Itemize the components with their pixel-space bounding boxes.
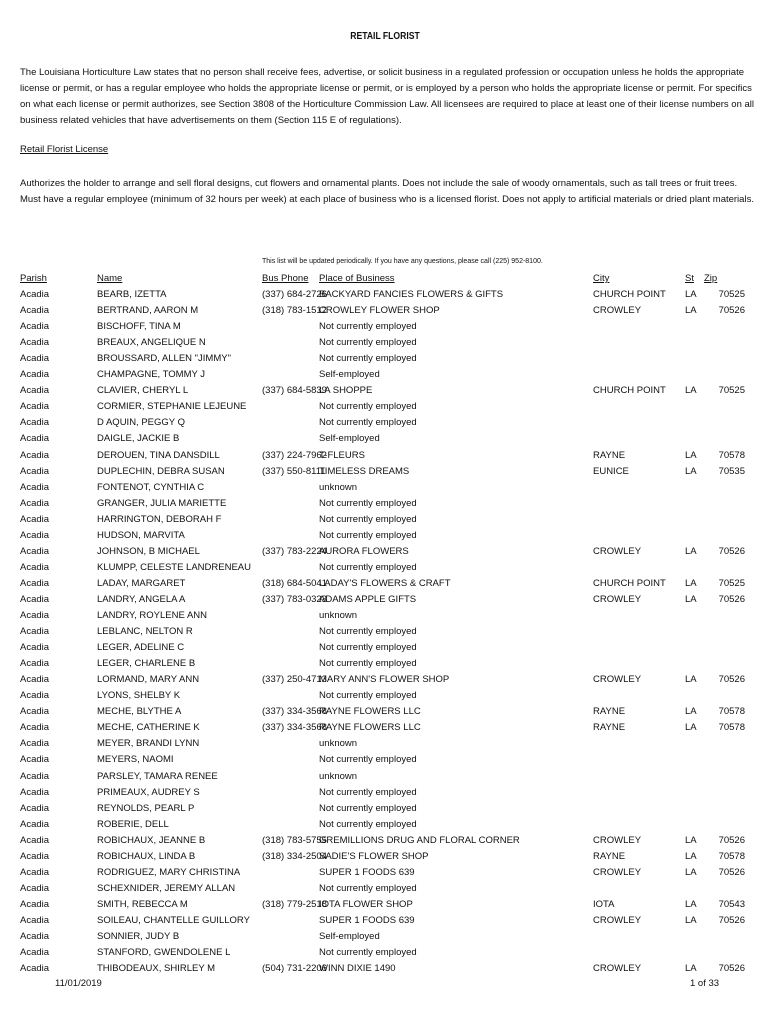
zip-cell: 70526 [718,674,745,686]
name-cell: LYONS, SHELBY K [97,690,181,702]
license-heading: Retail Florist License [20,144,109,155]
state-cell: LA [685,385,697,397]
place-cell: Not currently employed [319,417,417,429]
phone-cell: (318) 783-5755 [262,834,327,846]
table-row [0,303,770,319]
place-cell: LADAY'S FLOWERS & CRAFT [319,577,451,589]
name-cell: LANDRY, ANGELA A [97,593,186,605]
place-cell: Not currently employed [319,658,417,670]
place-cell: AURORA FLOWERS [319,545,409,557]
table-row [0,592,770,608]
place-cell: MARY ANN'S FLOWER SHOP [319,674,450,686]
name-cell: PARSLEY, TAMARA RENEE [97,770,218,782]
zip-cell: 70525 [718,289,745,300]
page-number: 1 of 33 [690,978,720,989]
table-row [0,897,770,913]
name-cell: CHAMPAGNE, TOMMY J [97,369,206,381]
phone-cell: (337) 224-7962 [262,449,327,461]
place-cell: IOTA FLOWER SHOP [319,898,413,910]
name-cell: MEYERS, NAOMI [97,754,174,766]
city-cell: EUNICE [593,465,629,477]
phone-cell: (504) 731-2206 [262,963,327,975]
state-cell: LA [685,305,697,317]
header-city: City [593,273,610,284]
city-cell: CHURCH POINT [593,577,666,589]
name-cell: CORMIER, STEPHANIE LEJEUNE [97,401,247,413]
parish-cell: Acadia [20,337,50,349]
place-cell: Not currently employed [319,337,417,349]
parish-cell: Acadia [20,866,50,878]
phone-cell: (318) 783-1512 [262,305,327,317]
parish-cell: Acadia [20,401,50,413]
state-cell: LA [685,963,697,975]
parish-cell: Acadia [20,738,50,750]
table-row [0,496,770,512]
place-cell: unknown [319,738,358,750]
parish-cell: Acadia [20,914,50,926]
phone-cell: (337) 783-0323 [262,593,327,605]
state-cell: LA [685,850,697,862]
table-row [0,704,770,720]
phone-cell: (337) 250-4713 [262,674,327,686]
city-cell: CROWLEY [593,593,642,605]
city-cell: RAYNE [593,449,626,461]
header-zip: Zip [704,273,718,284]
parish-cell: Acadia [20,626,50,638]
place-cell: Not currently employed [319,626,417,638]
phone-cell: (337) 684-5839 [262,385,327,397]
city-cell: CROWLEY [593,834,642,846]
place-cell: Self-employed [319,369,380,381]
table-row [0,512,770,528]
name-cell: SOILEAU, CHANTELLE GUILLORY [97,914,250,926]
table-row [0,544,770,560]
table-row [0,929,770,945]
parish-cell: Acadia [20,385,50,397]
parish-cell: Acadia [20,529,50,541]
table-row [0,624,770,640]
place-cell: Self-employed [319,433,380,445]
phone-cell: (337) 550-8111 [262,465,326,477]
place-cell: Self-employed [319,931,380,942]
state-cell: LA [685,593,697,605]
place-cell: WINN DIXIE 1490 [319,963,396,975]
parish-cell: Acadia [20,321,50,333]
place-cell: Not currently employed [319,818,417,830]
header-place: Place of Business [319,273,395,284]
place-cell: Not currently employed [319,882,417,894]
name-cell: DAIGLE, JACKIE B [97,433,180,445]
table-row [0,335,770,351]
phone-cell: (337) 783-2224 [262,545,327,557]
zip-cell: 70526 [718,305,745,317]
parish-cell: Acadia [20,786,50,798]
place-cell: RAYNE FLOWERS LLC [319,706,421,718]
table-row [0,656,770,672]
name-cell: RODRIGUEZ, MARY CHRISTINA [97,866,241,878]
name-cell: LADAY, MARGARET [97,577,186,589]
parish-cell: Acadia [20,850,50,862]
parish-cell: Acadia [20,561,50,573]
parish-cell: Acadia [20,449,50,461]
document-title: RETAIL FLORIST [350,31,420,42]
zip-cell: 70578 [718,722,745,734]
zip-cell: 70525 [718,577,745,589]
table-row [0,528,770,544]
parish-cell: Acadia [20,754,50,766]
city-cell: CHURCH POINT [593,289,666,300]
place-cell: BACKYARD FANCIES FLOWERS & GIFTS [319,289,504,300]
parish-cell: Acadia [20,289,50,300]
city-cell: CROWLEY [593,545,642,557]
state-cell: LA [685,866,697,878]
table-row [0,608,770,624]
state-cell: LA [685,449,697,461]
phone-cell: (337) 684-2726 [262,289,327,300]
table-row [0,849,770,865]
table-row [0,319,770,335]
place-cell: CROWLEY FLOWER SHOP [319,305,440,317]
parish-cell: Acadia [20,497,50,509]
zip-cell: 70543 [718,898,745,910]
name-cell: BEARB, IZETTA [97,289,167,300]
name-cell: ROBICHAUX, JEANNE B [97,834,206,846]
parish-cell: Acadia [20,305,50,317]
parish-cell: Acadia [20,658,50,670]
parish-cell: Acadia [20,610,50,621]
name-cell: BROUSSARD, ALLEN "JIMMY" [97,353,231,365]
zip-cell: 70535 [718,465,745,477]
table-row [0,415,770,431]
place-cell: Not currently employed [319,497,417,509]
city-cell: IOTA [593,898,615,910]
name-cell: MECHE, BLYTHE A [97,706,182,718]
parish-cell: Acadia [20,353,50,365]
state-cell: LA [685,289,697,300]
zip-cell: 70526 [718,545,745,557]
city-cell: CROWLEY [593,914,642,926]
parish-cell: Acadia [20,513,50,525]
name-cell: FONTENOT, CYNTHIA C [97,481,205,493]
state-cell: LA [685,722,697,734]
name-cell: HUDSON, MARVITA [97,529,185,541]
place-cell: TIMELESS DREAMS [319,465,410,477]
zip-cell: 70578 [718,706,745,718]
parish-cell: Acadia [20,834,50,846]
name-cell: ROBICHAUX, LINDA B [97,850,196,862]
city-cell: CROWLEY [593,305,642,317]
place-cell: Not currently employed [319,561,417,573]
name-cell: LEBLANC, NELTON R [97,626,193,638]
place-cell: Not currently employed [319,802,417,814]
parish-cell: Acadia [20,931,50,942]
license-description: Authorizes the holder to arrange and sell floral designs, cut flowers and ornamental plants. Does not include the sale of woody ornamentals, such as tall trees or fruit trees. Must have a regular employee (minimum of 32 hours per week) at each place of business who is a licensed florist. Does not apply to artificial materials or dried plant materials. [20,178,754,205]
table-row [0,287,770,303]
zip-cell: 70526 [718,866,745,878]
name-cell: LEGER, ADELINE C [97,642,185,654]
place-cell: LA SHOPPE [319,385,373,397]
place-cell: Not currently employed [319,401,417,413]
parish-cell: Acadia [20,802,50,814]
phone-cell: (337) 334-3568 [262,706,327,718]
name-cell: GRANGER, JULIA MARIETTE [97,497,227,509]
zip-cell: 70526 [718,593,745,605]
parish-cell: Acadia [20,433,50,445]
table-row [0,367,770,383]
intro-paragraph: The Louisiana Horticulture Law states that no person shall receive fees, advertise, or solicit business in a regulated profession or occupation unless he holds the appropriate license or permit, or has a regular employee who holds the appropriate license or permit, or is employed by a person who holds the appropriate license or permit. For specifics on what each license or permit authorizes, see Section 3808 of the Horticulture Commission Law. All licensees are required to place at least one of their license numbers on all business related vehicles that have advertisements on them (Section 115 E of regulations). [20,67,755,126]
name-cell: KLUMPP, CELESTE LANDRENEAU [97,561,251,573]
city-cell: CROWLEY [593,963,642,975]
place-cell: unknown [319,610,358,621]
table-row [0,945,770,961]
table-row [0,865,770,881]
city-cell: CHURCH POINT [593,385,666,397]
table-row [0,448,770,464]
place-cell: Not currently employed [319,529,417,541]
header-phone: Bus Phone [262,273,309,284]
parish-cell: Acadia [20,963,50,975]
table-row [0,817,770,833]
parish-cell: Acadia [20,577,50,589]
name-cell: MEYER, BRANDI LYNN [97,738,200,750]
name-cell: SONNIER, JUDY B [97,931,180,942]
place-cell: T-FLEURS [319,449,365,461]
name-cell: LEGER, CHARLENE B [97,658,196,670]
place-cell: RAYNE FLOWERS LLC [319,722,421,734]
place-cell: unknown [319,481,358,493]
table-row [0,576,770,592]
parish-cell: Acadia [20,898,50,910]
table-row [0,769,770,785]
parish-cell: Acadia [20,770,50,782]
name-cell: ROBERIE, DELL [97,818,169,830]
name-cell: LANDRY, ROYLENE ANN [97,610,207,621]
state-cell: LA [685,545,697,557]
place-cell: SUPER 1 FOODS 639 [319,914,415,926]
parish-cell: Acadia [20,722,50,734]
table-row [0,672,770,688]
place-cell: Not currently employed [319,786,417,798]
name-cell: MECHE, CATHERINE K [97,722,200,734]
city-cell: RAYNE [593,850,626,862]
state-cell: LA [685,834,697,846]
phone-cell: (318) 779-2518 [262,898,327,910]
city-cell: RAYNE [593,706,626,718]
place-cell: SADIE'S FLOWER SHOP [319,850,429,862]
parish-cell: Acadia [20,882,50,894]
parish-cell: Acadia [20,690,50,702]
name-cell: THIBODEAUX, SHIRLEY M [97,963,216,975]
name-cell: BISCHOFF, TINA M [97,321,181,333]
zip-cell: 70578 [718,850,745,862]
state-cell: LA [685,706,697,718]
place-cell: Not currently employed [319,690,417,702]
place-cell: Not currently employed [319,947,417,959]
table-row [0,785,770,801]
table-row [0,720,770,736]
table-header [0,271,770,287]
zip-cell: 70526 [718,963,745,975]
state-cell: LA [685,674,697,686]
place-cell: unknown [319,770,358,782]
name-cell: HARRINGTON, DEBORAH F [97,513,222,525]
name-cell: PRIMEAUX, AUDREY S [97,786,200,798]
table-row [0,961,770,977]
name-cell: JOHNSON, B MICHAEL [97,545,200,557]
header-name: Name [97,273,123,284]
place-cell: Not currently employed [319,754,417,766]
phone-cell: (318) 334-2504 [262,850,327,862]
table-row [0,752,770,768]
zip-cell: 70525 [718,385,745,397]
table-row [0,688,770,704]
table-row [0,480,770,496]
table-row [0,351,770,367]
parish-cell: Acadia [20,545,50,557]
phone-cell: (318) 684-5041 [262,577,327,589]
city-cell: CROWLEY [593,674,642,686]
table-row [0,640,770,656]
name-cell: SMITH, REBECCA M [97,898,188,910]
parish-cell: Acadia [20,465,50,477]
name-cell: REYNOLDS, PEARL P [97,802,195,814]
name-cell: DUPLECHIN, DEBRA SUSAN [97,465,225,477]
name-cell: CLAVIER, CHERYL L [97,385,189,397]
phone-cell: (337) 334-3568 [262,722,327,734]
place-cell: Not currently employed [319,321,417,333]
place-cell: GREMILLIONS DRUG AND FLORAL CORNER [319,834,520,846]
parish-cell: Acadia [20,818,50,830]
zip-cell: 70526 [718,914,745,926]
place-cell: ADAMS APPLE GIFTS [319,593,417,605]
table-row [0,464,770,480]
parish-cell: Acadia [20,706,50,718]
place-cell: Not currently employed [319,642,417,654]
footer-date: 11/01/2019 [55,978,102,989]
table-row [0,383,770,399]
city-cell: CROWLEY [593,866,642,878]
table-row [0,560,770,576]
parish-cell: Acadia [20,481,50,493]
parish-cell: Acadia [20,593,50,605]
place-cell: Not currently employed [319,353,417,365]
parish-cell: Acadia [20,947,50,959]
parish-cell: Acadia [20,369,50,381]
table-row [0,913,770,929]
name-cell: D AQUIN, PEGGY Q [97,417,185,429]
table-row [0,881,770,897]
state-cell: LA [685,465,697,477]
place-cell: SUPER 1 FOODS 639 [319,866,415,878]
table-row [0,399,770,415]
name-cell: BERTRAND, AARON M [97,305,199,317]
state-cell: LA [685,898,697,910]
table-row [0,431,770,447]
zip-cell: 70526 [718,834,745,846]
state-cell: LA [685,914,697,926]
state-cell: LA [685,577,697,589]
name-cell: DEROUEN, TINA DANSDILL [97,449,220,461]
table-row [0,833,770,849]
table-row [0,801,770,817]
place-cell: Not currently employed [319,513,417,525]
table-row [0,736,770,752]
name-cell: LORMAND, MARY ANN [97,674,200,686]
header-parish: Parish [20,273,47,284]
city-cell: RAYNE [593,722,626,734]
header-state: St [685,273,694,284]
update-note: This list will be updated periodically. If you have any questions, please call (225) 952-8100. [262,258,543,265]
parish-cell: Acadia [20,417,50,429]
parish-cell: Acadia [20,642,50,654]
parish-cell: Acadia [20,674,50,686]
name-cell: BREAUX, ANGELIQUE N [97,337,206,349]
zip-cell: 70578 [718,449,745,461]
name-cell: STANFORD, GWENDOLENE L [97,947,231,959]
name-cell: SCHEXNIDER, JEREMY ALLAN [97,882,236,894]
